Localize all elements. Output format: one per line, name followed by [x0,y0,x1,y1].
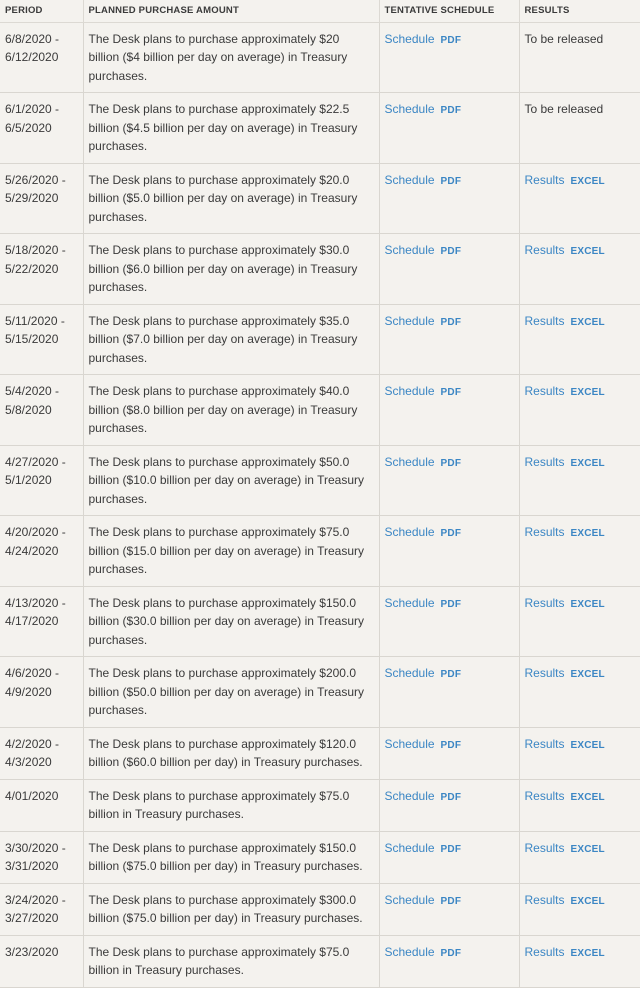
results-cell [519,163,640,234]
period-cell: 4/6/2020 - 4/9/2020 [0,657,83,728]
results-excel-link[interactable]: EXCEL [570,528,605,539]
schedule-link[interactable]: Schedule [384,666,435,680]
schedule-link[interactable]: Schedule [384,736,435,751]
header-tentative-schedule: TENTATIVE SCHEDULE [379,0,519,22]
planned-amount-cell: The Desk plans to purchase approximately $22.5 billion ($4.5 billion per day on average) in Treasury purchases. [83,93,379,164]
planned-amount-cell: The Desk plans to purchase approximately $75.0 billion ($15.0 billion per day on average) in Treasury purchases. [83,516,379,587]
schedule-cell [379,657,519,728]
schedule-pdf-link[interactable]: PDF [440,387,462,398]
header-period: PERIOD [0,0,83,22]
results-cell [519,586,640,657]
results-cell [519,445,640,516]
results-link[interactable]: Results [524,840,565,855]
results-link[interactable]: Results [524,666,565,680]
schedule-cell [379,22,519,93]
period-cell: 3/30/2020 - 3/31/2020 [0,831,83,883]
period-cell: 4/20/2020 - 4/24/2020 [0,516,83,587]
planned-amount-cell: The Desk plans to purchase approximately $150.0 billion ($75.0 billion per day) in Treasury purchases. [83,831,379,883]
schedule-pdf-link[interactable]: PDF [440,105,462,116]
period-cell: 4/27/2020 - 5/1/2020 [0,445,83,516]
results-cell [519,727,640,779]
results-excel-link[interactable]: EXCEL [570,246,605,257]
planned-amount-cell: The Desk plans to purchase approximately $35.0 billion ($7.0 billion per day on average) in Treasury purchases. [83,304,379,375]
schedule-pdf-link[interactable]: PDF [440,843,462,855]
schedule-cell [379,234,519,305]
schedule-pdf-link[interactable]: PDF [440,457,462,469]
schedule-cell [379,304,519,375]
schedule-link[interactable]: Schedule [384,944,435,959]
results-excel-link[interactable]: EXCEL [570,791,605,803]
table-row [0,516,640,587]
results-cell [519,657,640,728]
table-row [0,657,640,728]
results-link[interactable]: Results [524,944,565,959]
table-row [0,727,640,779]
schedule-cell [379,163,519,234]
results-cell [519,935,640,987]
schedule-link[interactable]: Schedule [384,384,435,398]
results-cell [519,375,640,446]
schedule-cell [379,727,519,779]
schedule-link[interactable]: Schedule [384,313,435,328]
schedule-link[interactable]: Schedule [384,892,435,907]
schedule-cell [379,586,519,657]
results-cell [519,234,640,305]
period-cell: 4/13/2020 - 4/17/2020 [0,586,83,657]
period-cell: 5/26/2020 - 5/29/2020 [0,163,83,234]
table-row [0,93,640,164]
period-cell: 5/4/2020 - 5/8/2020 [0,375,83,446]
table-row [0,163,640,234]
planned-amount-cell: The Desk plans to purchase approximately $50.0 billion ($10.0 billion per day on average) in Treasury purchases. [83,445,379,516]
period-cell: 6/8/2020 - 6/12/2020 [0,22,83,93]
schedule-cell [379,93,519,164]
results-excel-link[interactable]: EXCEL [570,175,605,187]
table-row [0,586,640,657]
schedule-cell [379,375,519,446]
results-cell [519,831,640,883]
period-cell: 5/11/2020 - 5/15/2020 [0,304,83,375]
schedule-pdf-link[interactable]: PDF [440,34,462,46]
schedule-link[interactable]: Schedule [384,172,435,187]
schedule-link[interactable]: Schedule [384,788,435,803]
results-excel-link[interactable]: EXCEL [570,598,605,610]
schedule-pdf-link[interactable]: PDF [440,175,462,187]
table-body [0,22,640,987]
table-row [0,831,640,883]
schedule-link[interactable]: Schedule [384,525,435,539]
period-cell: 3/24/2020 - 3/27/2020 [0,883,83,935]
planned-amount-cell: The Desk plans to purchase approximately $75.0 billion in Treasury purchases. [83,935,379,987]
planned-amount-cell: The Desk plans to purchase approximately $200.0 billion ($50.0 billion per day on average) in Treasury purchases. [83,657,379,728]
table-row [0,375,640,446]
schedule-pdf-link[interactable]: PDF [440,246,462,257]
results-excel-link[interactable]: EXCEL [570,947,605,959]
schedule-pdf-link[interactable]: PDF [440,895,462,907]
results-link[interactable]: Results [524,384,565,398]
schedule-cell [379,883,519,935]
results-link[interactable]: Results [524,454,565,469]
schedule-link[interactable]: Schedule [384,595,435,610]
results-excel-link[interactable]: EXCEL [570,387,605,398]
table-row [0,935,640,987]
planned-amount-cell: The Desk plans to purchase approximately $150.0 billion ($30.0 billion per day on average) in Treasury purchases. [83,586,379,657]
results-excel-link[interactable]: EXCEL [570,895,605,907]
schedule-cell [379,935,519,987]
schedule-cell [379,445,519,516]
results-cell [519,883,640,935]
results-status-text: To be released [524,31,604,46]
schedule-pdf-link[interactable]: PDF [440,947,462,959]
planned-amount-cell: The Desk plans to purchase approximately $20 billion ($4 billion per day on average) in Treasury purchases. [83,22,379,93]
period-cell: 4/2/2020 - 4/3/2020 [0,727,83,779]
schedule-link[interactable]: Schedule [384,840,435,855]
period-cell: 5/18/2020 - 5/22/2020 [0,234,83,305]
planned-amount-cell: The Desk plans to purchase approximately $120.0 billion ($60.0 billion per day) in Treasury purchases. [83,727,379,779]
period-cell: 3/23/2020 [0,935,83,987]
schedule-cell [379,779,519,831]
results-link[interactable]: Results [524,595,565,610]
results-cell [519,516,640,587]
planned-amount-cell: The Desk plans to purchase approximately $300.0 billion ($75.0 billion per day) in Treasury purchases. [83,883,379,935]
schedule-link[interactable]: Schedule [384,454,435,469]
planned-amount-cell: The Desk plans to purchase approximately $20.0 billion ($5.0 billion per day on average) in Treasury purchases. [83,163,379,234]
results-cell [519,304,640,375]
schedule-pdf-link[interactable]: PDF [440,791,462,803]
results-excel-link[interactable]: EXCEL [570,316,605,328]
results-excel-link[interactable]: EXCEL [570,843,605,855]
planned-amount-cell: The Desk plans to purchase approximately $75.0 billion in Treasury purchases. [83,779,379,831]
results-cell [519,93,640,164]
table-row [0,234,640,305]
schedule-pdf-link[interactable]: PDF [440,669,462,680]
header-results: RESULTS [519,0,640,22]
header-row [0,0,640,22]
table-row [0,304,640,375]
planned-amount-cell: The Desk plans to purchase approximately $30.0 billion ($6.0 billion per day on average) in Treasury purchases. [83,234,379,305]
results-link[interactable]: Results [524,892,565,907]
results-link[interactable]: Results [524,313,565,328]
table-row [0,445,640,516]
schedule-pdf-link[interactable]: PDF [440,598,462,610]
schedule-cell [379,831,519,883]
planned-amount-cell: The Desk plans to purchase approximately $40.0 billion ($8.0 billion per day on average) in Treasury purchases. [83,375,379,446]
schedule-pdf-link[interactable]: PDF [440,316,462,328]
results-link[interactable]: Results [524,243,565,257]
results-cell [519,22,640,93]
schedule-link[interactable]: Schedule [384,102,435,116]
results-link[interactable]: Results [524,172,565,187]
results-excel-link[interactable]: EXCEL [570,457,605,469]
table-row [0,779,640,831]
period-cell: 6/1/2020 - 6/5/2020 [0,93,83,164]
schedule-link[interactable]: Schedule [384,243,435,257]
results-link[interactable]: Results [524,736,565,751]
results-link[interactable]: Results [524,788,565,803]
schedule-pdf-link[interactable]: PDF [440,528,462,539]
results-cell [519,779,640,831]
period-cell: 4/01/2020 [0,779,83,831]
table-row [0,883,640,935]
results-link[interactable]: Results [524,525,565,539]
results-excel-link[interactable]: EXCEL [570,669,605,680]
schedule-link[interactable]: Schedule [384,31,435,46]
schedule-pdf-link[interactable]: PDF [440,739,462,751]
results-status-text: To be released [524,102,604,116]
results-excel-link[interactable]: EXCEL [570,739,605,751]
schedule-cell [379,516,519,587]
header-planned-purchase-amount: PLANNED PURCHASE AMOUNT [83,0,379,22]
table-row [0,22,640,93]
table-header [0,0,640,22]
